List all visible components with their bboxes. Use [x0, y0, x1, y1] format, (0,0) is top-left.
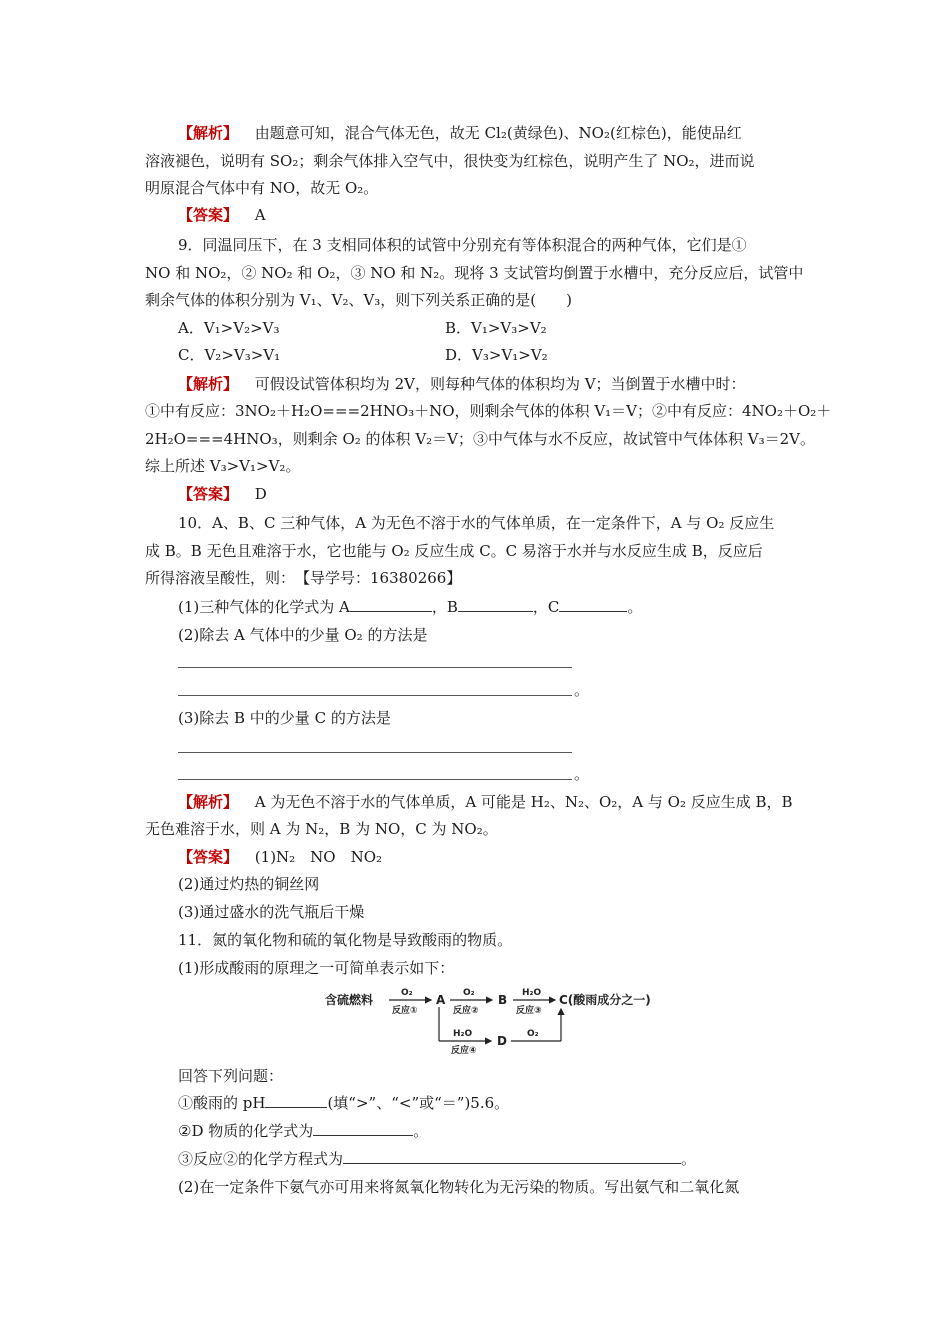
q10-answer-line-3: (3)通过盛水的洗气瓶后干燥 — [178, 903, 365, 921]
reagent-o2: O₂ — [527, 1029, 539, 1039]
answer-tag: 【答案】 — [178, 485, 239, 503]
q9-option-c: C．V₂>V₃>V₁ — [178, 346, 281, 364]
q10-answer-line-1: 【答案】 (1)N₂ NO NO₂ — [178, 848, 383, 866]
q10-analysis-line-1: 【解析】 A 为无色不溶于水的气体单质，A 可能是 H₂、N₂、O₂，A 与 O₂ 反应生成 B，B — [178, 793, 793, 811]
q9-analysis-line-3: 2H₂O===4HNO₃，则剩余 O₂ 的体积 V₂＝V；③中气体与水不反应，故试管中气体体积 V₃＝2V。 — [145, 430, 815, 448]
q8-analysis-line-1: 【解析】 由题意可知，混合气体无色，故无 Cl₂(黄绿色)、NO₂(红棕色)，能使品红 — [178, 124, 742, 142]
q9-stem-line-2: NO 和 NO₂，② NO₂ 和 O₂，③ NO 和 N₂。现将 3 支试管均倒置于水槽中，充分反应后，试管中 — [145, 264, 804, 282]
answer-tag: 【答案】 — [178, 206, 239, 224]
answer-blank[interactable] — [350, 597, 432, 612]
analysis-tag: 【解析】 — [178, 793, 239, 811]
reaction-label-3: 反应③ — [516, 1006, 542, 1016]
q10-analysis-line-2: 无色难溶于水，则 A 为 N₂，B 为 NO，C 为 NO₂。 — [145, 820, 498, 838]
q9-answer: 【答案】 D — [178, 485, 267, 503]
answer-line[interactable] — [178, 695, 572, 696]
q8-analysis-line-2: 溶液褪色，说明有 SO₂；剩余气体排入空气中，很快变为红棕色，说明产生了 NO₂，进而说 — [145, 152, 755, 170]
q10-answer-line-2: (2)通过灼热的铜丝网 — [178, 875, 320, 893]
answer-blank[interactable] — [265, 1093, 327, 1108]
diagram-node-b: B — [498, 993, 508, 1007]
q10-part-2: (2)除去 A 气体中的少量 O₂ 的方法是 — [178, 626, 428, 644]
reagent-o2: O₂ — [401, 988, 413, 998]
reaction-label-2: 反应② — [453, 1006, 479, 1016]
reagent-h2o: H₂O — [453, 1029, 473, 1039]
q9-analysis-line-2: ①中有反应：3NO₂＋H₂O===2HNO₃＋NO，则剩余气体的体积 V₁＝V；②中有反应：4NO₂＋O₂＋ — [145, 402, 832, 420]
diagram-node-a: A — [436, 993, 446, 1007]
answer-line[interactable] — [178, 667, 572, 668]
analysis-tag: 【解析】 — [178, 124, 239, 142]
q11-sub-3: ③反应②的化学方程式为 。 — [178, 1150, 697, 1168]
q9-analysis-line-4: 综上所述 V₃>V₁>V₂。 — [145, 457, 301, 475]
q9-option-d: D．V₃>V₁>V₂ — [445, 346, 548, 364]
diagram-node-d: D — [497, 1034, 507, 1048]
q10-stem-line-1: 10．A、B、C 三种气体，A 为无色不溶于水的气体单质，在一定条件下，A 与 O₂ 反应生 — [178, 514, 775, 532]
q10-stem-line-2: 成 B。B 无色且难溶于水，它也能与 O₂ 反应生成 C。C 易溶于水并与水反应生成 B，反应后 — [145, 542, 763, 560]
answer-tag: 【答案】 — [178, 848, 239, 866]
line-end-mark: 。 — [574, 765, 590, 783]
answer-blank[interactable] — [559, 597, 627, 612]
q10-part-3: (3)除去 B 中的少量 C 的方法是 — [178, 709, 391, 727]
reaction-label-1: 反应① — [392, 1006, 418, 1016]
q8-answer: 【答案】 A — [178, 206, 266, 224]
q9-option-b: B．V₁>V₃>V₂ — [445, 319, 547, 337]
acid-rain-reaction-diagram — [325, 983, 665, 1055]
answer-blank[interactable] — [458, 597, 533, 612]
q11-prompt: 回答下列问题： — [178, 1067, 284, 1085]
diagram-start-label: 含硫燃料 — [325, 993, 374, 1007]
q11-stem: 11．氮的氧化物和硫的氧化物是导致酸雨的物质。 — [178, 931, 513, 949]
q9-stem-line-1: 9．同温同压下，在 3 支相同体积的试管中分别充有等体积混合的两种气体，它们是① — [178, 236, 747, 254]
answer-blank[interactable] — [343, 1149, 681, 1164]
q9-analysis-line-1: 【解析】 可假设试管体积均为 2V，则每种气体的体积均为 V；当倒置于水槽中时： — [178, 375, 746, 393]
q10-part-1: (1)三种气体的化学式为 A ，B ，C 。 — [178, 598, 643, 616]
q11-part-2: (2)在一定条件下氨气亦可用来将氮氧化物转化为无污染的物质。写出氨气和二氧化氮 — [178, 1178, 740, 1196]
q9-option-a: A．V₁>V₂>V₃ — [178, 319, 280, 337]
answer-line[interactable] — [178, 779, 572, 780]
answer-blank[interactable] — [313, 1121, 413, 1136]
reagent-h2o: H₂O — [522, 988, 542, 998]
diagram-node-c: C(酸雨成分之一) — [559, 993, 651, 1007]
reaction-label-4: 反应④ — [451, 1046, 477, 1055]
reagent-o2: O₂ — [463, 988, 475, 998]
answer-line[interactable] — [178, 752, 572, 753]
q9-stem-line-3: 剩余气体的体积分别为 V₁、V₂、V₃，则下列关系正确的是( ) — [145, 291, 573, 309]
q10-stem-line-3: 所得溶液呈酸性，则： 【导学号：16380266】 — [145, 569, 462, 587]
line-end-mark: 。 — [574, 681, 590, 699]
q11-sub-2: ②D 物质的化学式为 。 — [178, 1122, 429, 1140]
analysis-tag: 【解析】 — [178, 375, 239, 393]
q8-analysis-line-3: 明原混合气体中有 NO，故无 O₂。 — [145, 179, 379, 197]
q11-part-1: (1)形成酸雨的原理之一可简单表示如下： — [178, 959, 455, 977]
q11-sub-1: ①酸雨的 pH (填“>”、“<”或“＝”)5.6。 — [178, 1094, 510, 1112]
